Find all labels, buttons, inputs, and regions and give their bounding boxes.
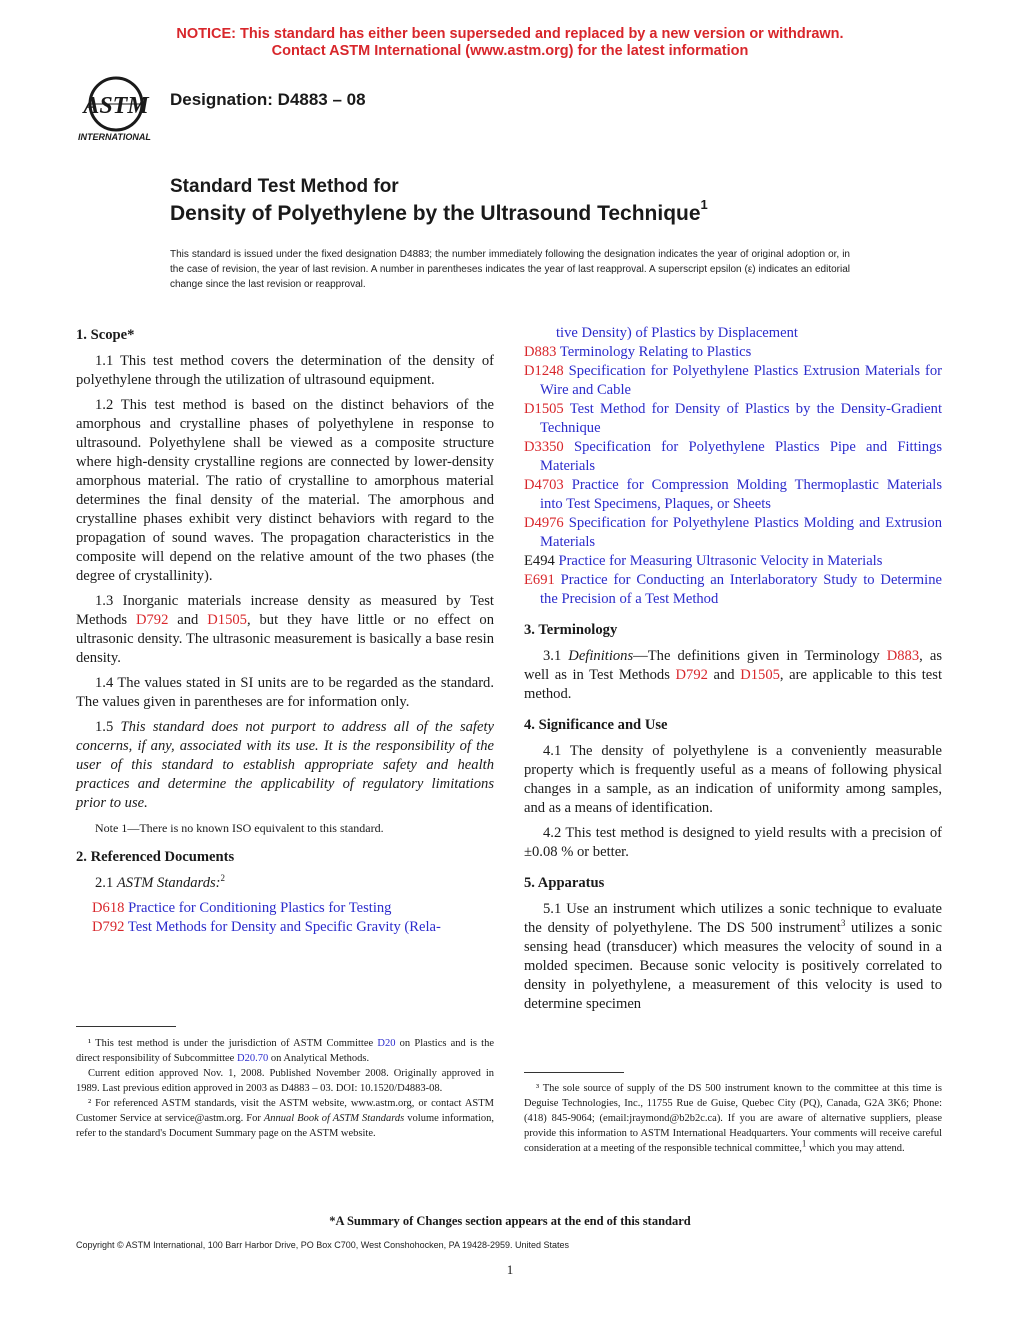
title-main: Density of Polyethylene by the Ultrasound Technique: [170, 202, 701, 225]
reference-title[interactable]: Terminology Relating to Plastics: [556, 344, 752, 360]
designation: Designation: D4883 – 08: [170, 90, 366, 109]
reference-title[interactable]: Specification for Polyethylene Plastics Pipe and Fittings Materials: [540, 439, 942, 474]
footnote-2: [76, 1096, 494, 1141]
reference-title[interactable]: Practice for Measuring Ultrasonic Velocity in Materials: [554, 553, 883, 569]
fn1-text-a: ¹ This test method is under the jurisdiction of ASTM Committee: [88, 1038, 378, 1049]
reference-code[interactable]: D1248: [524, 363, 564, 379]
section-3-heading: 3. Terminology: [524, 622, 618, 638]
link-d1505[interactable]: D1505: [207, 612, 247, 628]
link-d792[interactable]: D792: [135, 612, 169, 628]
reference-code[interactable]: D4703: [524, 477, 564, 493]
fn2-italic: Annual Book of ASTM Standards: [263, 1113, 405, 1124]
fn3-text-a: ³ The sole source of supply of the DS 500 instrument known to the committee at this time is Deguise Technologies, Inc., 11755 Rue de Guise, Quebec City (PQ), Canada, G2A 3K6; Phone: (418) 845-9064; (email:jraymond@b2b2c.ca). If you are aware of alternative suppliers, please provide this information to ASTM International Headquarters. Your comments will receive careful consideration at a meeting of the responsible technical committee,: [524, 1083, 942, 1154]
fn2-text-a: ² For referenced ASTM standards, visit the ASTM website, www.astm.org, or contact ASTM Customer Service at service@astm.org. For: [76, 1098, 494, 1124]
reference-item: [524, 476, 942, 514]
notice-line-1: NOTICE: This standard has either been superseded and replaced by a new version or withdrawn.: [176, 26, 844, 42]
reference-title[interactable]: Specification for Polyethylene Plastics Molding and Extrusion Materials: [540, 515, 942, 550]
reference-list: [524, 343, 942, 609]
reference-code[interactable]: E494: [524, 553, 555, 569]
para-1-3-text-b: and: [168, 612, 208, 628]
link-d1505-b[interactable]: D1505: [740, 667, 780, 683]
reference-item: [524, 362, 942, 400]
para-2-1: [76, 874, 494, 893]
para-3-1: [524, 647, 942, 704]
link-d883[interactable]: D883: [886, 648, 920, 664]
para-3-1-text-c: and: [707, 667, 741, 683]
right-footnotes: [524, 1081, 942, 1156]
para-3-1-num: 3.1: [543, 648, 569, 664]
svg-text:ASTM: ASTM: [83, 93, 149, 119]
reference-item: [524, 343, 942, 362]
para-1-3-text-a: 1.3 Inorganic materials increase density as measured by Test Methods: [76, 593, 494, 628]
section-2-heading: 2. Referenced Documents: [76, 849, 235, 865]
para-2-1-sup: 2: [220, 873, 226, 884]
reference-title[interactable]: Specification for Polyethylene Plastics Extrusion Materials for Wire and Cable: [540, 363, 942, 398]
fn2-text-b: volume information, refer to the standard's Document Summary page on the ASTM website.: [76, 1113, 494, 1139]
reference-title[interactable]: Test Method for Density of Plastics by the Density-Gradient Technique: [540, 401, 942, 436]
para-2-1-text: ASTM Standards:: [116, 875, 221, 891]
para-5-1: [524, 900, 942, 1014]
footnote-1-edition: Current edition approved Nov. 1, 2008. Published November 2008. Originally approved in 1989. Last previous edition approved in 2003 as D4883 – 03. DOI: 10.1520/D4883-08.: [76, 1068, 494, 1094]
summary-of-changes-note: *A Summary of Changes section appears at the end of this standard: [329, 1214, 691, 1228]
reference-item: [524, 438, 942, 476]
para-5-1-text-b: utilizes a sonic sensing head (transducer) which measures the velocity of sound in a molded specimen. Because sonic velocity is positively correlated to density in polyethylene, a measurement of this velocity is used to determine specimen: [524, 920, 942, 1012]
reference-title[interactable]: Practice for Compression Molding Thermoplastic Materials into Test Specimens, Plaques, or Sheets: [540, 477, 942, 512]
page-number: 1: [506, 1262, 514, 1277]
reference-item: [524, 514, 942, 552]
link-d792-b[interactable]: D792: [675, 667, 708, 683]
ref-d792: [76, 918, 494, 937]
link-d20[interactable]: D20: [377, 1038, 396, 1049]
para-1-2: 1.2 This test method is based on the distinct behaviors of the amorphous and crystalline phases of polyethylene in response to ultrasound. Polyethylene shall be viewed as a composite structure where high-density crystalline regions are connected by lower-density amorphous material. The ratio of crystalline to amorphous material determines the final density of the material. The amorphous and crystalline phases exhibit very distinct behaviors with regard to the propagation of sound waves. The propagation characteristics in the composite will depend on the relative amount of the two phases (the degree of crystallinity).: [76, 397, 494, 584]
astm-logo-text: INTERNATIONAL: [78, 132, 151, 142]
para-3-1-text-d: , are applicable to this test method.: [524, 667, 942, 702]
astm-logo: [70, 74, 162, 146]
reference-item: [524, 400, 942, 438]
ref-d792-title[interactable]: Test Methods for Density and Specific Gravity (Rela-: [124, 919, 441, 935]
reference-code[interactable]: D883: [524, 344, 557, 360]
para-1-5-num: 1.5: [95, 719, 121, 735]
section-1-heading: 1. Scope*: [76, 327, 135, 343]
link-d20-70[interactable]: D20.70: [236, 1053, 269, 1064]
para-1-5: [76, 718, 494, 813]
reference-code[interactable]: D1505: [524, 401, 564, 417]
reference-code[interactable]: D3350: [524, 439, 564, 455]
para-4-1: 4.1 The density of polyethylene is a conveniently measurable property which is frequently useful as a means of following physical changes in a sample, as an indication of uniformity among samples, and as a means of identification.: [524, 743, 942, 816]
ref-d618-title[interactable]: Practice for Conditioning Plastics for Testing: [124, 900, 392, 916]
footnote-rule-left: [76, 1026, 176, 1027]
para-1-3-text-c: , but they have little or no effect on ultrasonic density. The ultrasonic measurement is basically a base resin density.: [76, 612, 494, 666]
reference-item: [524, 571, 942, 609]
ref-d618: [76, 899, 494, 918]
title-line-2: [170, 197, 708, 226]
para-1-4: 1.4 The values stated in SI units are to be regarded as the standard. The values given in parentheses are for information only.: [76, 675, 494, 710]
notice-line-2: Contact ASTM International (www.astm.org) for the latest information: [271, 43, 749, 59]
fn1-text-c: on Analytical Methods.: [268, 1053, 370, 1064]
section-4-heading: 4. Significance and Use: [524, 717, 668, 733]
fn1-text-b: on Plastics and is the direct responsibility of Subcommittee: [76, 1038, 494, 1064]
note-1: Note 1—There is no known ISO equivalent to this standard.: [95, 821, 384, 835]
reference-item: [524, 552, 942, 571]
reference-code[interactable]: E691: [524, 572, 555, 588]
para-3-1-text-b: , as well as in Test Methods: [524, 648, 942, 683]
left-footnotes: [76, 1036, 494, 1141]
footnote-1: [76, 1036, 494, 1066]
left-column: [76, 326, 494, 937]
footnote-3: [524, 1081, 942, 1156]
para-5-1-text-a: 5.1 Use an instrument which utilizes a sonic technique to evaluate the density of polyethylene. The DS 500 instrument: [524, 901, 942, 936]
title-footnote-ref: 1: [700, 197, 708, 212]
para-1-3: [76, 592, 494, 668]
copyright: Copyright © ASTM International, 100 Barr Harbor Drive, PO Box C700, West Conshohocken, PA 19428-2959. United States: [76, 1240, 570, 1250]
reference-code[interactable]: D4976: [524, 515, 564, 531]
ref-d792-continuation[interactable]: tive Density) of Plastics by Displacement: [556, 325, 798, 341]
para-5-1-sup: 3: [840, 918, 846, 929]
issuance-statement: This standard is issued under the fixed designation D4883; the number immediately following the designation indicates the year of original adoption or, in the case of revision, the year of last revision. A number in parentheses indicates the year of last reapproval. A superscript epsilon (ε) indicates an editorial change since the last revision or reapproval.: [170, 249, 850, 290]
para-1-5-text: This standard does not purport to address all of the safety concerns, if any, associated with its use. It is the responsibility of the user of this standard to establish appropriate safety and health practices and determine the applicability of regulatory limitations prior to use.: [76, 719, 494, 811]
title-line-1: Standard Test Method for: [170, 176, 399, 197]
fn3-text-b: which you may attend.: [806, 1143, 905, 1154]
ref-d792-code[interactable]: D792: [92, 919, 125, 935]
right-column: [524, 324, 942, 1020]
ref-d618-code[interactable]: D618: [92, 900, 125, 916]
reference-title[interactable]: Practice for Conducting an Interlaboratory Study to Determine the Precision of a Test Method: [540, 572, 942, 607]
para-1-1: 1.1 This test method covers the determination of the density of polyethylene through the utilization of ultrasound equipment.: [76, 353, 494, 388]
fn3-sup: 1: [801, 1138, 807, 1149]
section-5-heading: 5. Apparatus: [524, 875, 605, 891]
para-3-1-italic: Definitions: [568, 648, 634, 664]
footnote-rule-right: [524, 1072, 624, 1073]
para-2-1-num: 2.1: [95, 875, 117, 891]
para-3-1-text-a: —The definitions given in Terminology: [633, 648, 887, 664]
para-4-2: 4.2 This test method is designed to yield results with a precision of ±0.08 % or better.: [524, 825, 942, 860]
